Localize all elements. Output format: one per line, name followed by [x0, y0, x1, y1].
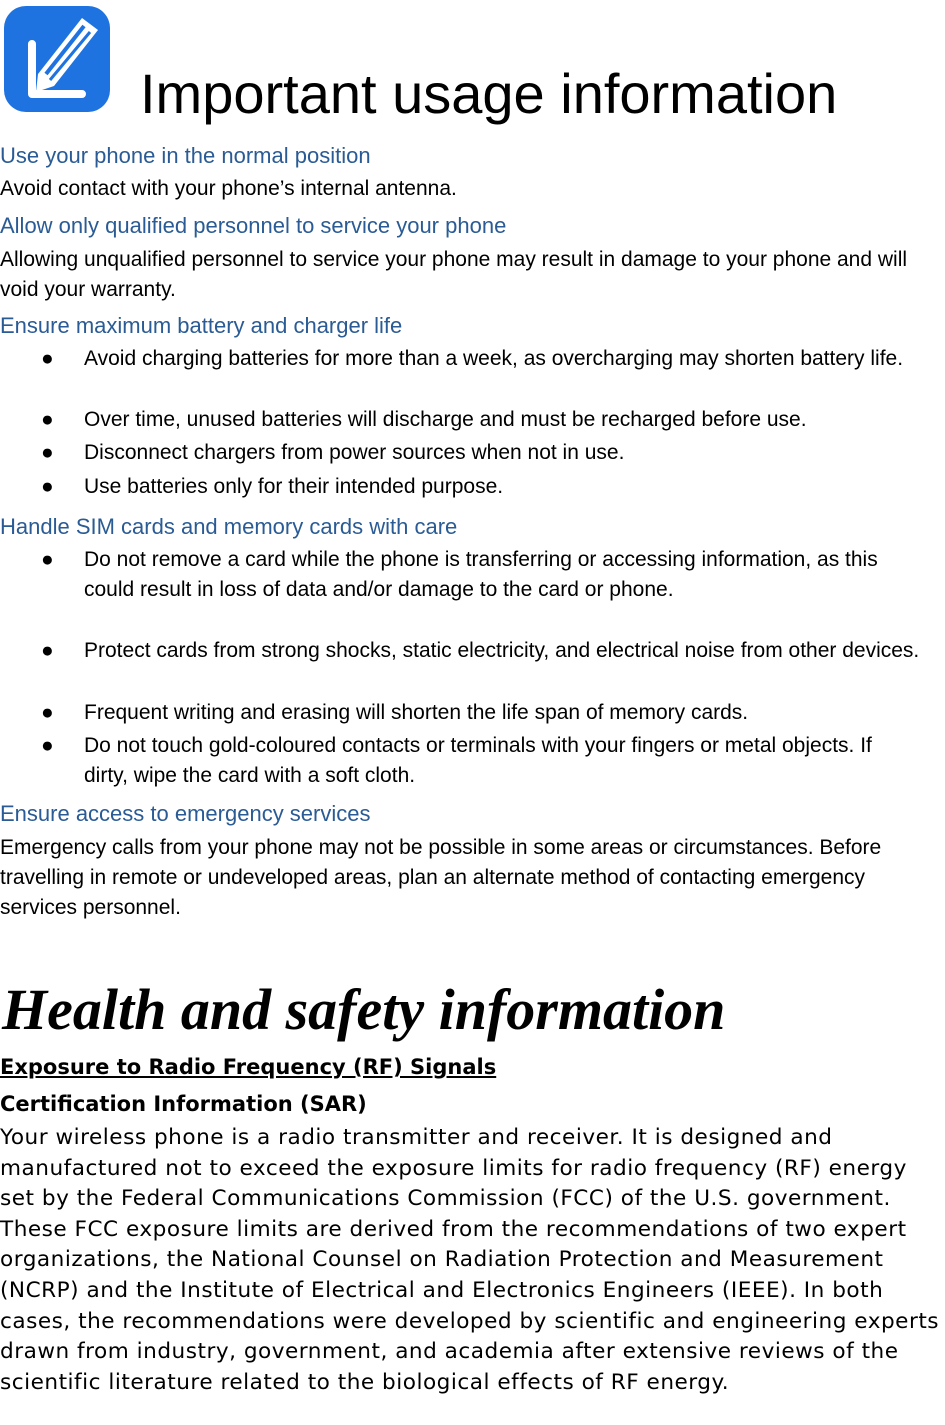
bullet-marker: ● [41, 639, 54, 662]
bullet-marker: ● [41, 347, 54, 370]
bullet-marker: ● [41, 701, 54, 724]
certification-heading: Certification Information (SAR) [0, 1092, 367, 1116]
rf-heading: Exposure to Radio Frequency (RF) Signals [0, 1055, 497, 1079]
list-item: Do not touch gold-coloured contacts or terminals with your fingers or metal objects. If dirty, wipe the card with a soft cloth. [84, 734, 872, 787]
sar-body-text: Your wireless phone is a radio transmitter and receiver. It is designed and manufactured not to exceed the exposure limits for radio frequency (RF) energy set by the Federal Communications Commission (FCC) of the U.S. government. These FCC exposure limits are derived from the recommendations of two expert organizations, the National Counsel on Radiation Protection and Measurement (NCRP) and the Institute of Electrical and Electronics Engineers (IEEE). In both cases, the recommendations were developed by scientific and engineering experts drawn from industry, government, and academia after extensive reviews of the scientific literature related to the biological effects of RF energy. [0, 1125, 940, 1395]
pencil-note-icon [2, 4, 112, 114]
health-safety-title: Health and safety information [2, 977, 726, 1042]
list-item: Frequent writing and erasing will shorten the life span of memory cards. [84, 701, 749, 724]
section-heading-sim-cards: Handle SIM cards and memory cards with care [0, 514, 458, 539]
list-item: Disconnect chargers from power sources when not in use. [84, 441, 625, 464]
list-item: Over time, unused batteries will discharge and must be recharged before use. [84, 408, 807, 431]
bullet-marker: ● [41, 548, 54, 571]
list-item: Do not remove a card while the phone is transferring or accessing information, as this could result in loss of data and/or damage to the card or phone. [84, 548, 878, 601]
list-item: Avoid charging batteries for more than a week, as overcharging may shorten battery life. [84, 347, 904, 370]
bullet-marker: ● [41, 734, 54, 757]
section-text-qualified-personnel: Allowing unqualified personnel to service your phone may result in damage to your phone and will void your warranty. [0, 248, 908, 301]
page-title: Important usage information [140, 62, 838, 125]
bullet-marker: ● [41, 475, 54, 498]
section-heading-normal-position: Use your phone in the normal position [0, 143, 371, 168]
section-heading-battery-life: Ensure maximum battery and charger life [0, 313, 403, 338]
bullet-marker: ● [41, 441, 54, 464]
list-item: Protect cards from strong shocks, static electricity, and electrical noise from other devices. [84, 639, 920, 662]
section-text-normal-position: Avoid contact with your phone’s internal antenna. [0, 177, 457, 200]
section-text-emergency: Emergency calls from your phone may not be possible in some areas or circumstances. Before travelling in remote or undeveloped areas, plan an alternate method of contacting emergency services personnel. [0, 836, 882, 919]
list-item: Use batteries only for their intended purpose. [84, 475, 504, 498]
bullet-marker: ● [41, 408, 54, 431]
section-heading-qualified-personnel: Allow only qualified personnel to service your phone [0, 213, 507, 238]
section-heading-emergency: Ensure access to emergency services [0, 801, 371, 826]
